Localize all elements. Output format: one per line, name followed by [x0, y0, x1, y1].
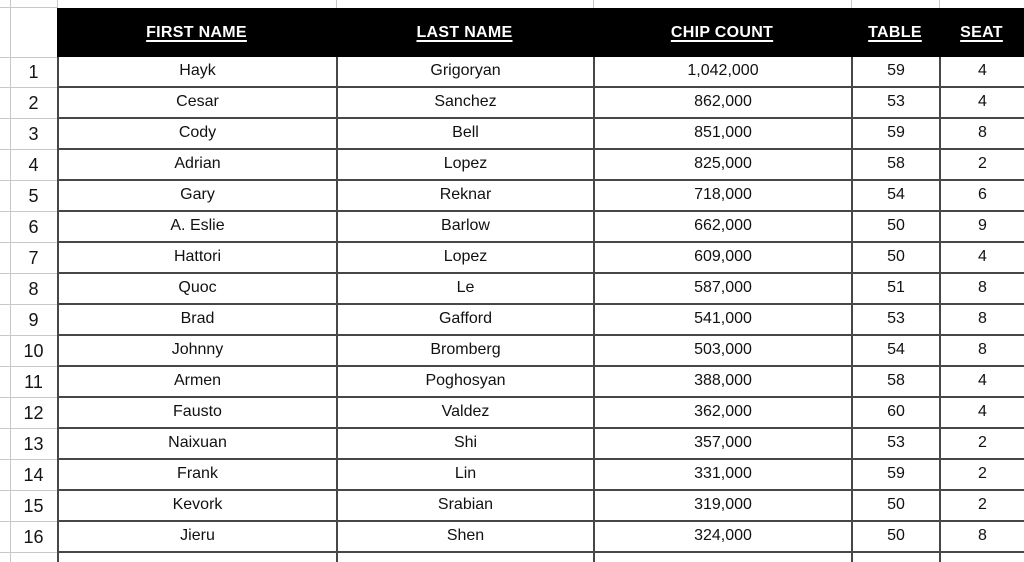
cell-table[interactable]: 60 — [851, 398, 939, 429]
cell-seat[interactable]: 4 — [939, 398, 1024, 429]
cell-chip-count[interactable]: 503,000 — [593, 336, 851, 367]
cell-seat[interactable]: 8 — [939, 305, 1024, 336]
cell-empty — [593, 553, 851, 562]
cell-seat[interactable]: 4 — [939, 88, 1024, 119]
column-header-last-name[interactable]: LAST NAME — [416, 24, 513, 41]
cell-first-name[interactable]: Adrian — [57, 150, 336, 181]
cell-seat[interactable]: 4 — [939, 367, 1024, 398]
gridline-tick — [593, 0, 594, 8]
cell-first-name[interactable]: Armen — [57, 367, 336, 398]
cell-last-name[interactable]: Shen — [336, 522, 593, 553]
cell-chip-count[interactable]: 662,000 — [593, 212, 851, 243]
column-header-chip-count[interactable]: CHIP COUNT — [670, 24, 774, 41]
table-row — [57, 429, 1024, 460]
row-number[interactable]: 9 — [0, 305, 57, 336]
table-row — [57, 88, 1024, 119]
cell-seat[interactable]: 2 — [939, 460, 1024, 491]
cell-seat[interactable]: 9 — [939, 212, 1024, 243]
cell-table[interactable]: 54 — [851, 336, 939, 367]
cell-first-name[interactable]: Naixuan — [57, 429, 336, 460]
table-row — [57, 522, 1024, 553]
column-header-first-name[interactable]: FIRST NAME — [146, 24, 247, 41]
table-row — [57, 119, 1024, 150]
cell-last-name[interactable]: Srabian — [336, 491, 593, 522]
table-header — [57, 8, 1024, 57]
cell-seat[interactable]: 2 — [939, 429, 1024, 460]
table-row — [57, 460, 1024, 491]
table-row — [57, 274, 1024, 305]
cell-empty — [939, 553, 1024, 562]
cell-table[interactable]: 50 — [851, 491, 939, 522]
cell-last-name[interactable]: Gafford — [336, 305, 593, 336]
cell-last-name[interactable]: Poghosyan — [336, 367, 593, 398]
cell-chip-count[interactable]: 825,000 — [593, 150, 851, 181]
cell-first-name[interactable]: Jieru — [57, 522, 336, 553]
cell-last-name[interactable]: Shi — [336, 429, 593, 460]
cell-last-name[interactable]: Barlow — [336, 212, 593, 243]
cell-seat[interactable]: 8 — [939, 119, 1024, 150]
column-header-seat[interactable]: SEAT — [960, 24, 1003, 41]
cell-empty — [336, 553, 593, 562]
table-row — [57, 243, 1024, 274]
cell-first-name[interactable]: Quoc — [57, 274, 336, 305]
cell-chip-count[interactable]: 1,042,000 — [593, 57, 851, 88]
row-number[interactable]: 5 — [0, 181, 57, 212]
table-row — [57, 305, 1024, 336]
cell-seat[interactable]: 2 — [939, 491, 1024, 522]
cell-first-name[interactable]: Gary — [57, 181, 336, 212]
cell-last-name[interactable]: Reknar — [336, 181, 593, 212]
row-number[interactable]: 14 — [0, 460, 57, 491]
gridline-tick — [336, 0, 337, 8]
cell-chip-count[interactable]: 718,000 — [593, 181, 851, 212]
cell-chip-count[interactable]: 331,000 — [593, 460, 851, 491]
table-body — [57, 57, 1024, 562]
row-number[interactable]: 2 — [0, 88, 57, 119]
cell-last-name[interactable]: Sanchez — [336, 88, 593, 119]
cell-first-name[interactable]: Frank — [57, 460, 336, 491]
cell-table[interactable]: 59 — [851, 119, 939, 150]
cell-chip-count[interactable]: 362,000 — [593, 398, 851, 429]
cell-first-name[interactable]: Hayk — [57, 57, 336, 88]
cell-first-name[interactable]: Kevork — [57, 491, 336, 522]
cell-chip-count[interactable]: 609,000 — [593, 243, 851, 274]
table-row — [57, 57, 1024, 88]
gridline-tick — [939, 0, 940, 8]
gridline-horizontal-top — [0, 7, 58, 8]
cell-table[interactable]: 53 — [851, 305, 939, 336]
partial-row — [57, 553, 1024, 562]
cell-table[interactable]: 53 — [851, 429, 939, 460]
cell-last-name[interactable]: Lopez — [336, 150, 593, 181]
cell-last-name[interactable]: Grigoryan — [336, 57, 593, 88]
table-row — [57, 336, 1024, 367]
cell-chip-count[interactable]: 388,000 — [593, 367, 851, 398]
row-number[interactable]: 1 — [0, 57, 57, 88]
row-number[interactable]: 3 — [0, 119, 57, 150]
table-row — [57, 181, 1024, 212]
cell-table[interactable]: 59 — [851, 460, 939, 491]
row-number[interactable]: 13 — [0, 429, 57, 460]
table-row — [57, 398, 1024, 429]
cell-first-name[interactable]: Johnny — [57, 336, 336, 367]
cell-chip-count[interactable]: 541,000 — [593, 305, 851, 336]
row-number[interactable]: 6 — [0, 212, 57, 243]
cell-chip-count[interactable]: 587,000 — [593, 274, 851, 305]
cell-chip-count[interactable]: 357,000 — [593, 429, 851, 460]
cell-table[interactable]: 58 — [851, 150, 939, 181]
row-number[interactable]: 16 — [0, 522, 57, 553]
gridline-tick — [851, 0, 852, 8]
cell-last-name[interactable]: Valdez — [336, 398, 593, 429]
cell-seat[interactable]: 8 — [939, 522, 1024, 553]
row-number[interactable]: 10 — [0, 336, 57, 367]
table-row — [57, 491, 1024, 522]
cell-seat[interactable]: 8 — [939, 336, 1024, 367]
cell-table[interactable]: 50 — [851, 243, 939, 274]
cell-chip-count[interactable]: 851,000 — [593, 119, 851, 150]
cell-first-name[interactable]: Hattori — [57, 243, 336, 274]
column-header-table[interactable]: TABLE — [868, 24, 922, 41]
row-number[interactable]: 15 — [0, 491, 57, 522]
row-number[interactable]: 7 — [0, 243, 57, 274]
cell-first-name[interactable]: Cesar — [57, 88, 336, 119]
row-number-column — [0, 57, 57, 553]
cell-table[interactable]: 51 — [851, 274, 939, 305]
cell-first-name[interactable]: Cody — [57, 119, 336, 150]
cell-table[interactable]: 58 — [851, 367, 939, 398]
cell-table[interactable]: 50 — [851, 212, 939, 243]
row-number[interactable]: 8 — [0, 274, 57, 305]
cell-seat[interactable]: 4 — [939, 57, 1024, 88]
cell-first-name[interactable]: A. Eslie — [57, 212, 336, 243]
cell-seat[interactable]: 8 — [939, 274, 1024, 305]
cell-last-name[interactable]: Lin — [336, 460, 593, 491]
cell-first-name[interactable]: Brad — [57, 305, 336, 336]
row-number[interactable]: 12 — [0, 398, 57, 429]
cell-table[interactable]: 54 — [851, 181, 939, 212]
cell-last-name[interactable]: Bell — [336, 119, 593, 150]
table-row — [57, 150, 1024, 181]
cell-table[interactable]: 50 — [851, 522, 939, 553]
cell-first-name[interactable]: Fausto — [57, 398, 336, 429]
cell-table[interactable]: 59 — [851, 57, 939, 88]
cell-last-name[interactable]: Lopez — [336, 243, 593, 274]
cell-chip-count[interactable]: 319,000 — [593, 491, 851, 522]
cell-chip-count[interactable]: 862,000 — [593, 88, 851, 119]
cell-empty — [851, 553, 939, 562]
row-number[interactable]: 11 — [0, 367, 57, 398]
row-number[interactable]: 4 — [0, 150, 57, 181]
cell-last-name[interactable]: Le — [336, 274, 593, 305]
cell-last-name[interactable]: Bromberg — [336, 336, 593, 367]
chip-count-table — [57, 8, 1024, 562]
cell-chip-count[interactable]: 324,000 — [593, 522, 851, 553]
table-row — [57, 212, 1024, 243]
cell-table[interactable]: 53 — [851, 88, 939, 119]
cell-seat[interactable]: 2 — [939, 150, 1024, 181]
cell-seat[interactable]: 4 — [939, 243, 1024, 274]
cell-seat[interactable]: 6 — [939, 181, 1024, 212]
cell-empty — [57, 553, 336, 562]
table-row — [57, 367, 1024, 398]
